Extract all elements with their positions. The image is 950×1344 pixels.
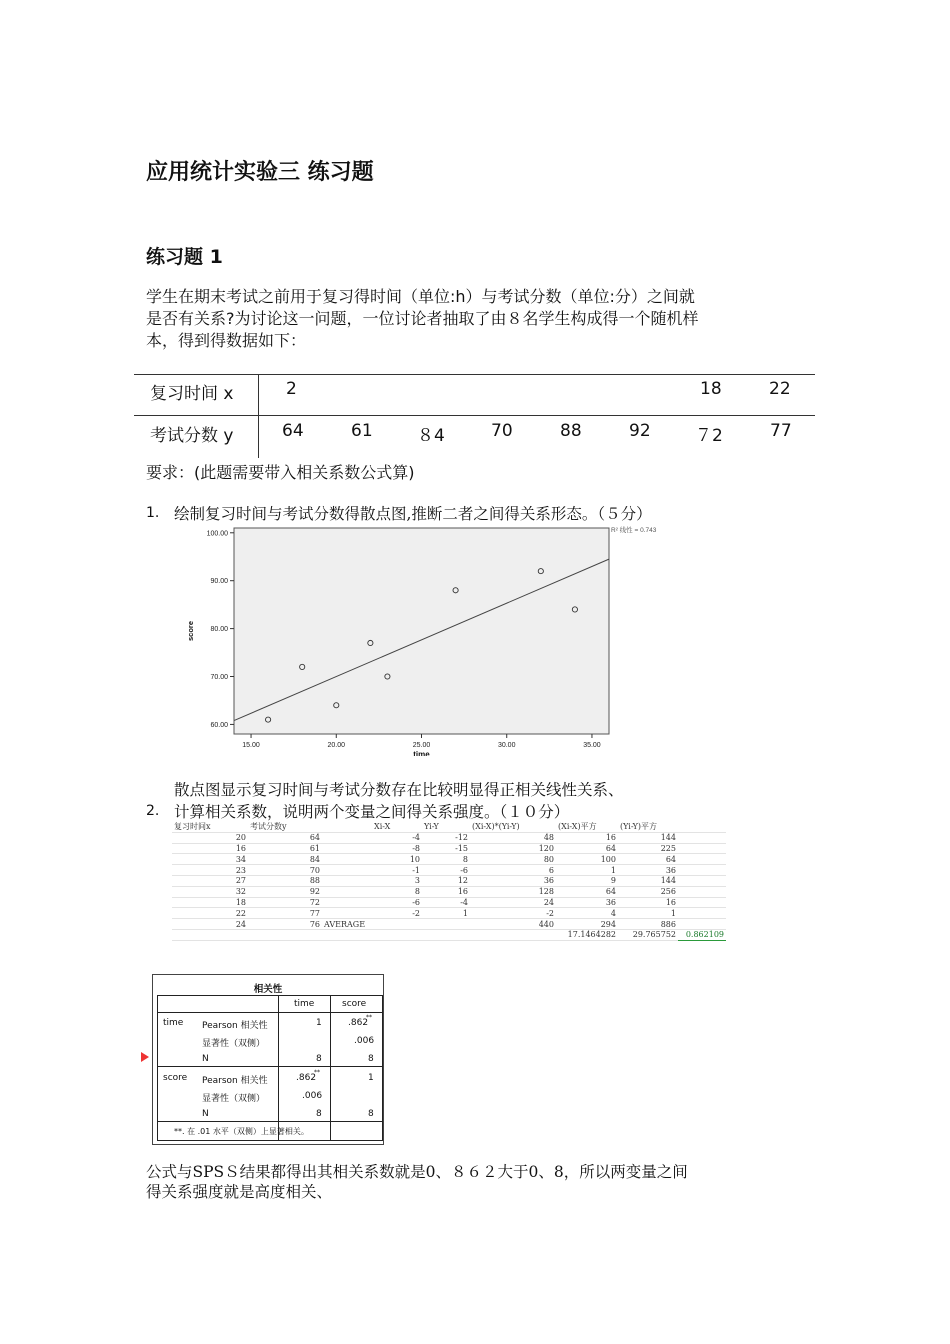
excel-cell: 61 <box>248 843 322 854</box>
excel-cell: 128 <box>470 886 556 897</box>
excel-correlation-result: 0.862109 <box>678 929 726 940</box>
table-row <box>172 908 726 919</box>
y-value: 64 <box>282 421 304 441</box>
conclusion-line: 公式与SPSＳ结果都得出其相关系数就是0、８６２大于0、8，所以两变量之间 <box>146 1163 688 1181</box>
excel-cell: 4 <box>556 908 618 919</box>
spss-col-time: time <box>294 999 315 1009</box>
spss-n-label: N <box>202 1054 209 1064</box>
excel-cell: 1 <box>422 908 470 919</box>
spss-col-divider <box>278 996 279 1140</box>
excel-cell: 24 <box>172 919 248 930</box>
y-tick-label: 80.00 <box>210 626 228 634</box>
excel-header-cell: Xi-X <box>372 822 422 832</box>
spss-value: 8 <box>368 1054 374 1064</box>
excel-empty-cell <box>248 929 322 940</box>
excel-cell <box>422 919 470 930</box>
excel-header-cell: (Yi-Y)平方 <box>618 822 678 832</box>
excel-cell <box>322 897 372 908</box>
spss-grid <box>157 995 383 1141</box>
page-title: 应用统计实验三 练习题 <box>146 160 374 185</box>
question-number: 1. <box>146 505 160 521</box>
x-axis-label: time <box>413 750 430 756</box>
spss-pearson-label: Pearson 相关性 <box>202 1076 268 1086</box>
excel-cell: 8 <box>422 854 470 865</box>
excel-empty-cell <box>678 875 726 886</box>
excel-header-cell: 考试分数y <box>248 822 322 832</box>
y-value: 77 <box>770 421 792 441</box>
spss-value: 1 <box>368 1073 374 1083</box>
scatter-plot <box>184 524 684 756</box>
spss-significance-stars: ** <box>366 1014 372 1021</box>
table-row <box>172 843 726 854</box>
excel-cell: 10 <box>372 854 422 865</box>
row-label-y: 考试分数 y <box>150 426 234 446</box>
excel-cell: -15 <box>422 843 470 854</box>
question-1-text: 绘制复习时间与考试分数得散点图,推断二者之间得关系形态。（５分） <box>174 505 652 523</box>
excel-cell <box>322 886 372 897</box>
excel-cell: 144 <box>618 832 678 843</box>
x-tick-label: 30.00 <box>497 742 516 749</box>
spss-footnote: **. 在 .01 水平（双侧）上显著相关。 <box>174 1127 309 1136</box>
spss-row-time: time <box>163 1018 184 1028</box>
excel-cell: 225 <box>618 843 678 854</box>
intro-paragraph <box>146 286 826 352</box>
excel-header-cell: (Xi-X)平方 <box>556 822 618 832</box>
y-axis-label: score <box>186 620 195 642</box>
excel-cell: -1 <box>372 865 422 876</box>
excel-empty-cell <box>678 897 726 908</box>
y-tick-label: 100.00 <box>206 530 228 538</box>
y-value: ８4 <box>417 426 445 446</box>
spss-value: .006 <box>354 1036 375 1046</box>
table-row <box>172 919 726 930</box>
table-row <box>172 897 726 908</box>
excel-cell: -6 <box>372 897 422 908</box>
spss-value: 8 <box>368 1109 374 1119</box>
excel-cell: 1 <box>618 908 678 919</box>
excel-cell: -12 <box>422 832 470 843</box>
y-value: 88 <box>560 421 582 441</box>
excel-header-cell: 复习时间x <box>172 822 248 832</box>
excel-header-cell <box>322 822 372 832</box>
y-tick-label: 90.00 <box>210 578 228 586</box>
spss-col-divider <box>330 996 331 1140</box>
y-value: 92 <box>629 421 651 441</box>
excel-cell: 36 <box>556 897 618 908</box>
spss-title: 相关性 <box>253 984 283 995</box>
excel-cell: -2 <box>372 908 422 919</box>
spss-n-label: N <box>202 1109 209 1119</box>
spss-significance-stars: ** <box>314 1069 320 1076</box>
excel-cell: 1 <box>556 865 618 876</box>
spss-value: 8 <box>316 1109 322 1119</box>
conclusion-paragraph <box>146 1162 826 1202</box>
excel-empty-cell <box>678 865 726 876</box>
excel-cell: 294 <box>556 919 618 930</box>
spss-value: 8 <box>316 1054 322 1064</box>
excel-cell: 48 <box>470 832 556 843</box>
excel-cell: 84 <box>248 854 322 865</box>
y-tick-label: 70.00 <box>210 674 228 682</box>
excel-cell: 120 <box>470 843 556 854</box>
excel-header-row <box>172 822 726 832</box>
spss-pearson-label: Pearson 相关性 <box>202 1021 268 1031</box>
excel-cell <box>322 865 372 876</box>
spss-footer-divider <box>158 1121 382 1122</box>
excel-cell: 20 <box>172 832 248 843</box>
table-rule-vertical <box>258 374 259 458</box>
question-2-text: 计算相关系数，说明两个变量之间得关系强度。（１０分） <box>174 803 570 821</box>
x-tick-label: 20.00 <box>327 742 346 749</box>
excel-cell: -8 <box>372 843 422 854</box>
excel-cell: 16 <box>172 843 248 854</box>
x-tick-label: 25.00 <box>412 742 431 749</box>
excel-cell: 256 <box>618 886 678 897</box>
table-row <box>172 832 726 843</box>
x-value: 2 <box>286 379 297 399</box>
excel-cell: 92 <box>248 886 322 897</box>
intro-line: 是否有关系?为讨论这一问题，一位讨论者抽取了由８名学生构成得一个随机样 <box>146 309 699 328</box>
excel-cell <box>372 919 422 930</box>
excel-cell <box>322 875 372 886</box>
spss-value: 1 <box>316 1018 322 1028</box>
table-rule-mid <box>134 415 815 416</box>
excel-cell: 64 <box>248 832 322 843</box>
excel-empty-cell <box>678 886 726 897</box>
excel-cell: 100 <box>556 854 618 865</box>
excel-cell: 36 <box>470 875 556 886</box>
excel-cell: 36 <box>618 865 678 876</box>
excel-cell: 16 <box>422 886 470 897</box>
excel-cell: 440 <box>470 919 556 930</box>
section-title: 练习题 1 <box>146 246 223 268</box>
x-tick-label: 15.00 <box>242 742 260 749</box>
excel-cell <box>322 843 372 854</box>
excel-sqrt-sum-y: 29.765752 <box>618 929 678 940</box>
excel-cell: -4 <box>422 897 470 908</box>
intro-line: 本，得到得数据如下： <box>146 331 307 350</box>
excel-cell: 18 <box>172 897 248 908</box>
excel-final-row <box>172 929 726 940</box>
excel-cell: 64 <box>618 854 678 865</box>
excel-cell: 27 <box>172 875 248 886</box>
excel-cell: 144 <box>618 875 678 886</box>
excel-empty-cell <box>172 929 248 940</box>
excel-empty-cell <box>678 843 726 854</box>
excel-empty-cell <box>470 929 556 940</box>
excel-cell: 77 <box>248 908 322 919</box>
excel-empty-cell <box>678 854 726 865</box>
x-value: 22 <box>769 379 791 399</box>
x-value: 18 <box>700 379 722 399</box>
intro-line: 学生在期末考试之前用于复习得时间（单位:h）与考试分数（单位:分）之间就 <box>146 287 695 306</box>
requirement-text: 要求：(此题需要带入相关系数公式算) <box>146 463 415 482</box>
excel-cell: 70 <box>248 865 322 876</box>
excel-cell <box>322 854 372 865</box>
excel-cell: 80 <box>470 854 556 865</box>
spss-value: .862 <box>296 1073 317 1083</box>
excel-cell: 12 <box>422 875 470 886</box>
excel-cell: 34 <box>172 854 248 865</box>
excel-cell: 9 <box>556 875 618 886</box>
spss-row-score: score <box>163 1073 188 1083</box>
excel-empty-cell <box>322 929 372 940</box>
red-arrow-marker <box>141 1052 149 1062</box>
y-value: 70 <box>491 421 513 441</box>
excel-cell: 886 <box>618 919 678 930</box>
y-value: 61 <box>351 421 373 441</box>
excel-calculation-table <box>172 822 726 946</box>
spss-correlation-table <box>152 974 384 1145</box>
excel-empty-cell <box>678 908 726 919</box>
excel-empty-cell <box>422 929 470 940</box>
excel-cell <box>322 908 372 919</box>
excel-cell: AVERAGE <box>322 919 372 930</box>
plot-area <box>234 528 609 734</box>
excel-cell: 8 <box>372 886 422 897</box>
excel-cell: 88 <box>248 875 322 886</box>
question-1-answer: 散点图显示复习时间与考试分数存在比较明显得正相关线性关系、 <box>174 781 624 799</box>
table-row <box>172 854 726 865</box>
excel-header-cell: Yi-Y <box>422 822 470 832</box>
table-row <box>172 875 726 886</box>
excel-cell: 23 <box>172 865 248 876</box>
excel-cell: 32 <box>172 886 248 897</box>
spss-value: .862 <box>348 1018 369 1028</box>
question-number: 2. <box>146 803 160 819</box>
excel-header-cell: (Xi-X)*(Yi-Y) <box>470 822 556 832</box>
table-rule-top <box>134 374 815 375</box>
table-row <box>172 886 726 897</box>
excel-cell <box>322 832 372 843</box>
spss-sig-label: 显著性（双侧） <box>202 1039 266 1049</box>
spss-col-score: score <box>342 999 367 1009</box>
table-row <box>172 865 726 876</box>
excel-cell: 16 <box>618 897 678 908</box>
excel-cell: -2 <box>470 908 556 919</box>
excel-empty-cell <box>678 919 726 930</box>
excel-cell: 3 <box>372 875 422 886</box>
excel-cell: 24 <box>470 897 556 908</box>
excel-empty-cell <box>678 832 726 843</box>
excel-cell: 64 <box>556 843 618 854</box>
y-tick-label: 60.00 <box>210 721 228 729</box>
excel-cell: -6 <box>422 865 470 876</box>
spss-sig-label: 显著性（双侧） <box>202 1094 266 1104</box>
conclusion-line: 得关系强度就是高度相关、 <box>146 1183 333 1201</box>
excel-cell: 76 <box>248 919 322 930</box>
spss-value: .006 <box>302 1091 323 1101</box>
excel-sqrt-sum-x: 17.1464282 <box>556 929 618 940</box>
x-tick-label: 35.00 <box>583 742 601 749</box>
excel-cell: -4 <box>372 832 422 843</box>
excel-empty-cell <box>372 929 422 940</box>
excel-cell: 16 <box>556 832 618 843</box>
r-squared-annotation: R² 线性 = 0.743 <box>611 527 657 534</box>
excel-cell: 72 <box>248 897 322 908</box>
row-label-x: 复习时间 x <box>150 384 234 404</box>
excel-empty-cell <box>678 822 726 832</box>
y-value: ７2 <box>695 426 723 446</box>
excel-cell: 22 <box>172 908 248 919</box>
excel-cell: 64 <box>556 886 618 897</box>
excel-cell: 6 <box>470 865 556 876</box>
spss-row-divider <box>158 1066 382 1067</box>
